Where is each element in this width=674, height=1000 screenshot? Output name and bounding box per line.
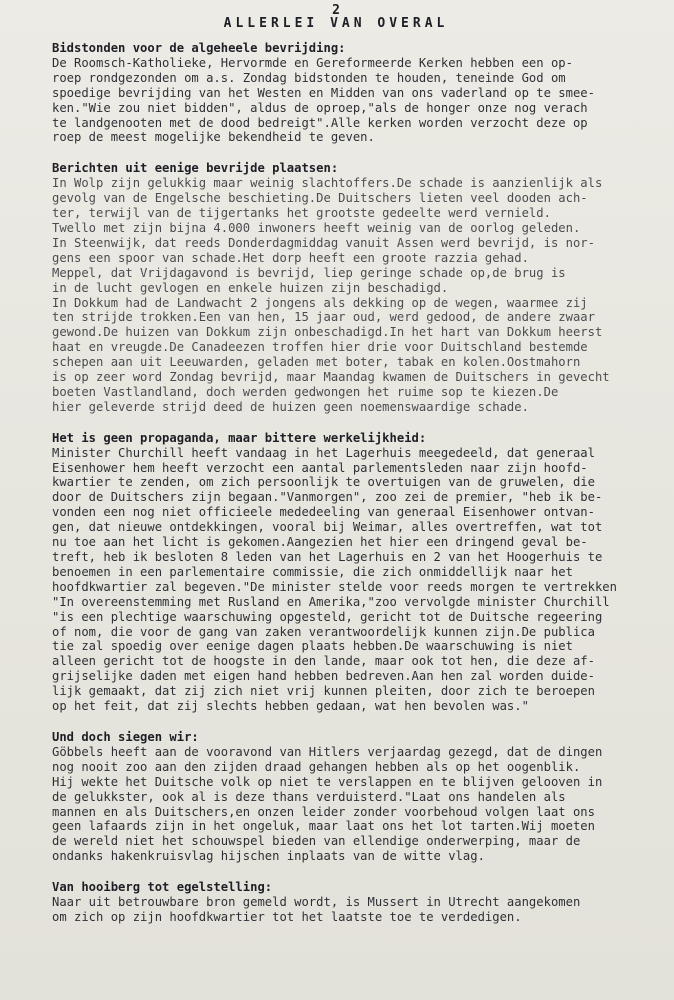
text-line: boeten Vastlandland, doch werden gedwongen het ruime sop te kiezen.De	[52, 384, 559, 399]
text-line: de gelukkster, ook al is deze thans verduisterd."Laat ons handelen als	[52, 789, 566, 804]
text-line: in de lucht gevlogen en enkele huizen zijn beschadigd.	[52, 280, 449, 295]
text-line: Göbbels heeft aan de vooravond van Hitlers verjaardag gezegd, dat de dingen	[52, 744, 603, 759]
text-line: In Steenwijk, dat reeds Donderdagmiddag vanuit Assen werd bevrijd, is nor-	[52, 235, 595, 250]
text-line: In Wolp zijn gelukkig maar weinig slachtoffers.De schade is aanzienlijk als	[52, 176, 603, 191]
text-line: haat en vreugde.De Canadeezen troffen hier drie voor Duitschland bestemde	[52, 340, 588, 355]
text-line: gewond.De huizen van Dokkum zijn onbeschadigd.In het hart van Dokkum heerst	[52, 325, 603, 340]
text-line: roep de meest mogelijke bekendheid te geven.	[52, 130, 375, 145]
text-line: lijk gemaakt, dat zij zich niet vrij kunnen pleiten, door zich te beroepen	[52, 684, 595, 699]
article-title: Bidstonden voor de algeheele bevrijding:	[52, 41, 346, 55]
article-title: Und doch siegen wir:	[52, 729, 199, 744]
text-line: mannen en als Duitschers,en onzen leider zonder voorbehoud volgen laat ons	[52, 804, 595, 819]
article-section	[52, 730, 646, 864]
text-line: In Dokkum had de Landwacht 2 jongens als dekking op de wegen, waarmee zij	[52, 295, 588, 310]
text-line: schepen aan uit Leeuwarden, geladen met boter, tabak en kolen.Oostmahorn	[52, 355, 581, 370]
page-heading: ALLERLEI VAN OVERAL	[223, 16, 449, 31]
text-line: Eisenhower hem heeft verzocht een aantal parlementsleden naar zijn hoofd-	[52, 460, 588, 475]
article-section	[52, 880, 646, 925]
text-line: te landgenooten met de dood bedreigt".Alle kerken worden verzocht deze op	[52, 115, 588, 130]
article-list	[52, 41, 646, 925]
text-line: Twello met zijn bijna 4.000 inwoners heeft weinig van de oorlog geleden.	[52, 220, 581, 235]
text-line: grijselijke daden met eigen hand hebben bedreven.Aan hen zal worden duide-	[52, 669, 595, 684]
text-line: nu toe aan het licht is gekomen.Aangezien het hier een dringend geval be-	[52, 535, 588, 550]
text-line: Naar uit betrouwbare bron gemeld wordt, is Mussert in Utrecht aangekomen	[52, 895, 581, 910]
text-line: geen lafaards zijn in het ongeluk, maar laat ons het lot tarten.Wij moeten	[52, 819, 595, 834]
text-line: tie zal spoedig over eenige dagen plaats hebben.De waarschuwing is niet	[52, 639, 573, 654]
text-line: alleen gericht tot de hoogste in den lande, maar ook tot hen, die deze af-	[52, 654, 595, 669]
text-line: Minister Churchill heeft vandaag in het Lagerhuis meegedeeld, dat generaal	[52, 445, 595, 460]
text-line: op het feit, dat zij slechts hebben gedaan, wat hen bevolen was."	[52, 699, 529, 714]
text-line: De Roomsch-Katholieke, Hervormde en Gereformeerde Kerken hebben een op-	[52, 55, 573, 70]
text-line: om zich op zijn hoofdkwartier tot het laatste toe te verdedigen.	[52, 909, 522, 924]
page-number: 2	[332, 3, 340, 18]
text-line: Hij wekte het Duitsche volk op niet te verslappen en te blijven gelooven in	[52, 774, 603, 789]
article-section	[52, 161, 646, 414]
text-line: kwartier te zenden, om zich persoonlijk te overtuigen van de gruwelen, die	[52, 475, 595, 490]
text-line: Meppel, dat Vrijdagavond is bevrijd, liep geringe schade op,de brug is	[52, 265, 566, 280]
article-section	[52, 431, 646, 714]
text-line: door de Duitschers zijn begaan."Vanmorgen", zoo zei de premier, "heb ik be-	[52, 490, 603, 505]
text-line: treft, heb ik besloten 8 leden van het Lagerhuis en 2 van het Hoogerhuis te	[52, 550, 603, 564]
text-line: benoemen in een parlementaire commissie, die zich onmiddellijk naar het	[52, 564, 573, 579]
text-line: nog nooit zoo aan den zijden draad gehangen hebben als op het oogenblik.	[52, 759, 581, 774]
text-line: ter, terwijl van de tijgertanks het grootste gedeelte werd vernield.	[52, 206, 551, 221]
text-line: ten strijde trokken.Een van hen, 15 jaar oud, werd gedood, de andere zwaar	[52, 310, 595, 325]
text-line: vonden een nog niet officieele mededeeling van generaal Eisenhower ontvan-	[52, 505, 595, 520]
text-line: de wereld niet het schouwspel bieden van ellendige onderwerping, maar de	[52, 834, 581, 849]
text-line: spoedige bevrijding van het Westen en Midden van ons vaderland op te smee-	[52, 85, 595, 100]
text-line: roep rondgezonden om a.s. Zondag bidstonden te houden, teneinde God om	[52, 70, 566, 85]
article-title: Berichten uit eenige bevrijde plaatsen:	[52, 161, 339, 176]
text-line: ondanks hakenkruisvlag hijschen inplaats van de witte vlag.	[52, 849, 485, 864]
text-line: hoofdkwartier zal begeven."De minister stelde voor reeds morgen te vertrekken	[52, 579, 617, 594]
text-line: gens een spoor van schade.Het dorp heeft een groote razzia gehad.	[52, 250, 529, 265]
text-line: gevolg van de Engelsche beschieting.De Duitschers lieten veel dooden ach-	[52, 191, 588, 206]
article-title: Het is geen propaganda, maar bittere werkelijkheid:	[52, 430, 427, 445]
text-line: is op zeer word Zondag bevrijd, maar Maandag kwamen de Duitschers in gevecht	[52, 370, 610, 385]
article-title: Van hooiberg tot egelstelling:	[52, 880, 273, 895]
text-line: gen, dat nieuwe ontdekkingen, vooral bij Weimar, alles overtreffen, wat tot	[52, 520, 603, 535]
text-line: hier geleverde strijd deed de huizen geen noemenswaardige schade.	[52, 399, 529, 414]
text-line: "is een plechtige waarschuwing opgesteld, gericht tot de Duitsche regeering	[52, 609, 603, 624]
article-section	[52, 41, 646, 145]
text-line: ken."Wie zou niet bidden", aldus de oproep,"als de honger onze nog verach	[52, 100, 588, 115]
text-line: of nom, die voor de gang van zaken verantwoordelijk kunnen zijn.De publica	[52, 624, 595, 639]
text-line: "In overeenstemming met Rusland en Amerika,"zoo vervolgde minister Churchill	[52, 594, 610, 609]
